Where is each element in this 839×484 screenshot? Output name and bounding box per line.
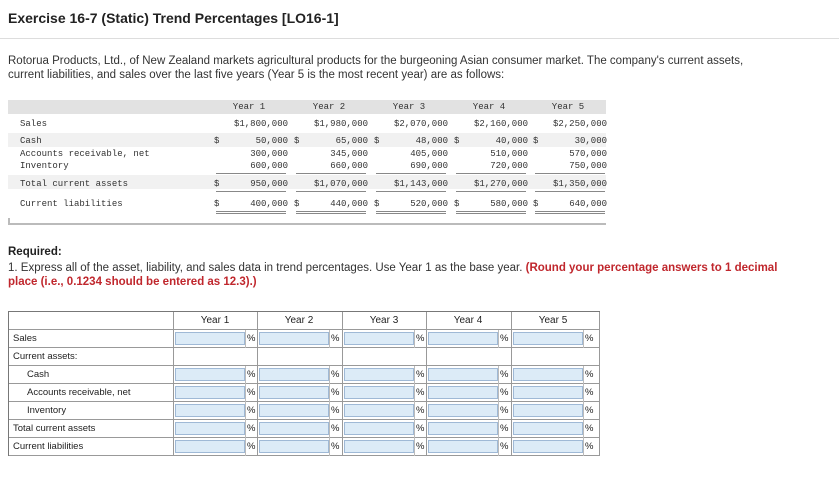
trend-percentage-input[interactable] bbox=[428, 440, 498, 453]
answer-year-header: Year 2 bbox=[284, 315, 314, 326]
data-value: $1,070,000 bbox=[313, 179, 368, 189]
data-row-label: Accounts receivable, net bbox=[20, 149, 150, 159]
data-value: 600,000 bbox=[250, 161, 288, 171]
answer-year-header: Year 3 bbox=[369, 315, 399, 326]
problem-intro: Rotorua Products, Ltd., of New Zealand markets agricultural products for the burgeoning Asian consumer market. The company's current assets, current liabilities, and sales over the last five years (Year 5 is the most recent year) are as follows: bbox=[8, 55, 744, 81]
data-year-header: Year 2 bbox=[312, 102, 346, 112]
answer-row bbox=[9, 348, 600, 366]
trend-percentage-input[interactable] bbox=[344, 386, 414, 399]
answer-row-label: Cash bbox=[27, 369, 50, 380]
rounding-instruction: (Round your percentage answers to 1 decimal place (i.e., 0.1234 should be entered as 12.3).) bbox=[8, 262, 778, 288]
trend-percentage-input[interactable] bbox=[428, 404, 498, 417]
trend-percentage-input[interactable] bbox=[513, 440, 583, 453]
percent-sign: % bbox=[500, 369, 509, 380]
answer-year-header: Year 5 bbox=[538, 315, 568, 326]
trend-percentage-input[interactable] bbox=[344, 368, 414, 381]
answer-row bbox=[9, 420, 600, 438]
percent-sign: % bbox=[585, 369, 594, 380]
trend-percentage-input[interactable] bbox=[259, 332, 329, 345]
answer-row bbox=[9, 366, 600, 384]
data-value: $2,250,000 bbox=[552, 119, 607, 129]
data-value: 50,000 bbox=[255, 136, 288, 146]
trend-percentage-input[interactable] bbox=[175, 368, 245, 381]
answer-row-label: Current liabilities bbox=[13, 441, 84, 452]
percent-sign: % bbox=[247, 333, 256, 344]
trend-percentage-input[interactable] bbox=[513, 422, 583, 435]
data-value: 65,000 bbox=[335, 136, 368, 146]
data-row-label: Inventory bbox=[20, 161, 69, 171]
data-row-label: Cash bbox=[20, 136, 42, 146]
data-value: 720,000 bbox=[490, 161, 528, 171]
answer-year-header: Year 4 bbox=[453, 315, 483, 326]
data-value: $2,070,000 bbox=[393, 119, 448, 129]
trend-percentage-input[interactable] bbox=[175, 422, 245, 435]
percent-sign: % bbox=[331, 333, 340, 344]
data-year-header: Year 3 bbox=[392, 102, 426, 112]
percent-sign: % bbox=[585, 333, 594, 344]
answer-header-row bbox=[9, 312, 600, 330]
data-value: $1,270,000 bbox=[473, 179, 528, 189]
trend-percentage-input[interactable] bbox=[513, 386, 583, 399]
trend-percentage-input[interactable] bbox=[175, 332, 245, 345]
percent-sign: % bbox=[416, 405, 425, 416]
data-value: 30,000 bbox=[574, 136, 607, 146]
data-value: 400,000 bbox=[250, 199, 288, 209]
required-text: 1. Express all of the asset, liability, and sales data in trend percentages. Use Year 1 as the base year. (Round your percentage answers to 1 decimal place (i.e., 0.1234 should be entered as 12.3).) bbox=[8, 262, 778, 288]
answer-row bbox=[9, 330, 600, 348]
trend-percentage-input[interactable] bbox=[428, 422, 498, 435]
trend-percentage-input[interactable] bbox=[344, 422, 414, 435]
percent-sign: % bbox=[416, 333, 425, 344]
percent-sign: % bbox=[331, 405, 340, 416]
percent-sign: % bbox=[500, 423, 509, 434]
data-value: 750,000 bbox=[569, 161, 607, 171]
percent-sign: % bbox=[331, 387, 340, 398]
trend-percentage-input[interactable] bbox=[428, 386, 498, 399]
data-value: 950,000 bbox=[250, 179, 288, 189]
percent-sign: % bbox=[247, 405, 256, 416]
data-value: 300,000 bbox=[250, 149, 288, 159]
data-row-label: Current liabilities bbox=[20, 199, 123, 209]
data-row-label: Sales bbox=[20, 119, 48, 129]
answer-row-label: Accounts receivable, net bbox=[27, 387, 131, 398]
percent-sign: % bbox=[500, 441, 509, 452]
trend-percentage-input[interactable] bbox=[428, 368, 498, 381]
data-value: 640,000 bbox=[569, 199, 607, 209]
required-heading: Required: bbox=[8, 246, 62, 258]
percent-sign: % bbox=[331, 423, 340, 434]
data-value: 690,000 bbox=[410, 161, 448, 171]
data-value: 570,000 bbox=[569, 149, 607, 159]
answer-row-label: Inventory bbox=[27, 405, 67, 416]
percent-sign: % bbox=[247, 441, 256, 452]
percent-sign: % bbox=[247, 387, 256, 398]
trend-percentage-input[interactable] bbox=[428, 332, 498, 345]
data-value: 520,000 bbox=[410, 199, 448, 209]
answer-row bbox=[9, 438, 600, 456]
percent-sign: % bbox=[500, 387, 509, 398]
data-value: 440,000 bbox=[330, 199, 368, 209]
percent-sign: % bbox=[247, 369, 256, 380]
answer-grid bbox=[8, 311, 600, 456]
data-year-header: Year 4 bbox=[472, 102, 506, 112]
page-title: Exercise 16-7 (Static) Trend Percentages [LO16-1] bbox=[8, 10, 339, 26]
data-value: $2,160,000 bbox=[473, 119, 528, 129]
data-value: $1,143,000 bbox=[393, 179, 448, 189]
percent-sign: % bbox=[416, 423, 425, 434]
data-value: 660,000 bbox=[330, 161, 368, 171]
trend-percentage-input[interactable] bbox=[175, 404, 245, 417]
percent-sign: % bbox=[331, 441, 340, 452]
data-value: 405,000 bbox=[410, 149, 448, 159]
data-value: 48,000 bbox=[415, 136, 448, 146]
data-value: $1,800,000 bbox=[233, 119, 288, 129]
answer-row-label: Sales bbox=[13, 333, 37, 344]
answer-year-header: Year 1 bbox=[200, 315, 230, 326]
data-value: $1,980,000 bbox=[313, 119, 368, 129]
answer-row bbox=[9, 402, 600, 420]
answer-row-label: Total current assets bbox=[13, 423, 96, 434]
trend-percentage-input[interactable] bbox=[175, 386, 245, 399]
percent-sign: % bbox=[585, 423, 594, 434]
percent-sign: % bbox=[500, 333, 509, 344]
percent-sign: % bbox=[500, 405, 509, 416]
percent-sign: % bbox=[416, 369, 425, 380]
trend-percentage-input[interactable] bbox=[259, 386, 329, 399]
trend-percentage-input[interactable] bbox=[344, 440, 414, 453]
data-value: 580,000 bbox=[490, 199, 528, 209]
data-value: 40,000 bbox=[495, 136, 528, 146]
trend-percentage-input[interactable] bbox=[175, 440, 245, 453]
trend-percentage-input[interactable] bbox=[513, 368, 583, 381]
trend-percentage-input[interactable] bbox=[259, 368, 329, 381]
percent-sign: % bbox=[585, 387, 594, 398]
trend-percentage-input[interactable] bbox=[513, 332, 583, 345]
source-data-table: Year 1 Year 2 Year 3 Year 4 Year 5 Sales $1,800,000 $1,980,000 $2,070,000 $2,160,000 $2,250,000 Cash $ 50,000 $ 65,000 $ 48,000 $ 40,000 $ 30,000 Accounts receivable, net 300,000 345,000 405,000 510,000 570,000 Inventory 600,000 660,000 690,000 720,000 750,000 Total current assets $ 950,000 $1,070,000 $1,143,000 $1,270,000 $1,350,000 Current liabilities $ 400,000 $ 440,000 $ 520,000 $ 580,000 $ 640,000 bbox=[8, 100, 606, 225]
data-year-header: Year 1 bbox=[232, 102, 266, 112]
answer-row-label: Current assets: bbox=[13, 351, 78, 362]
percent-sign: % bbox=[416, 387, 425, 398]
data-value: $1,350,000 bbox=[552, 179, 607, 189]
percent-sign: % bbox=[585, 405, 594, 416]
answer-row bbox=[9, 384, 600, 402]
data-year-header: Year 5 bbox=[551, 102, 585, 112]
percent-sign: % bbox=[585, 441, 594, 452]
percent-sign: % bbox=[331, 369, 340, 380]
data-value: 510,000 bbox=[490, 149, 528, 159]
data-row-label: Total current assets bbox=[20, 179, 129, 189]
trend-percentage-input[interactable] bbox=[259, 440, 329, 453]
trend-percentage-input[interactable] bbox=[259, 422, 329, 435]
trend-percentage-input[interactable] bbox=[344, 404, 414, 417]
trend-percentage-input[interactable] bbox=[344, 332, 414, 345]
trend-percentage-input[interactable] bbox=[513, 404, 583, 417]
percent-sign: % bbox=[247, 423, 256, 434]
trend-percentage-input[interactable] bbox=[259, 404, 329, 417]
data-value: 345,000 bbox=[330, 149, 368, 159]
title-divider bbox=[0, 38, 839, 39]
percent-sign: % bbox=[416, 441, 425, 452]
